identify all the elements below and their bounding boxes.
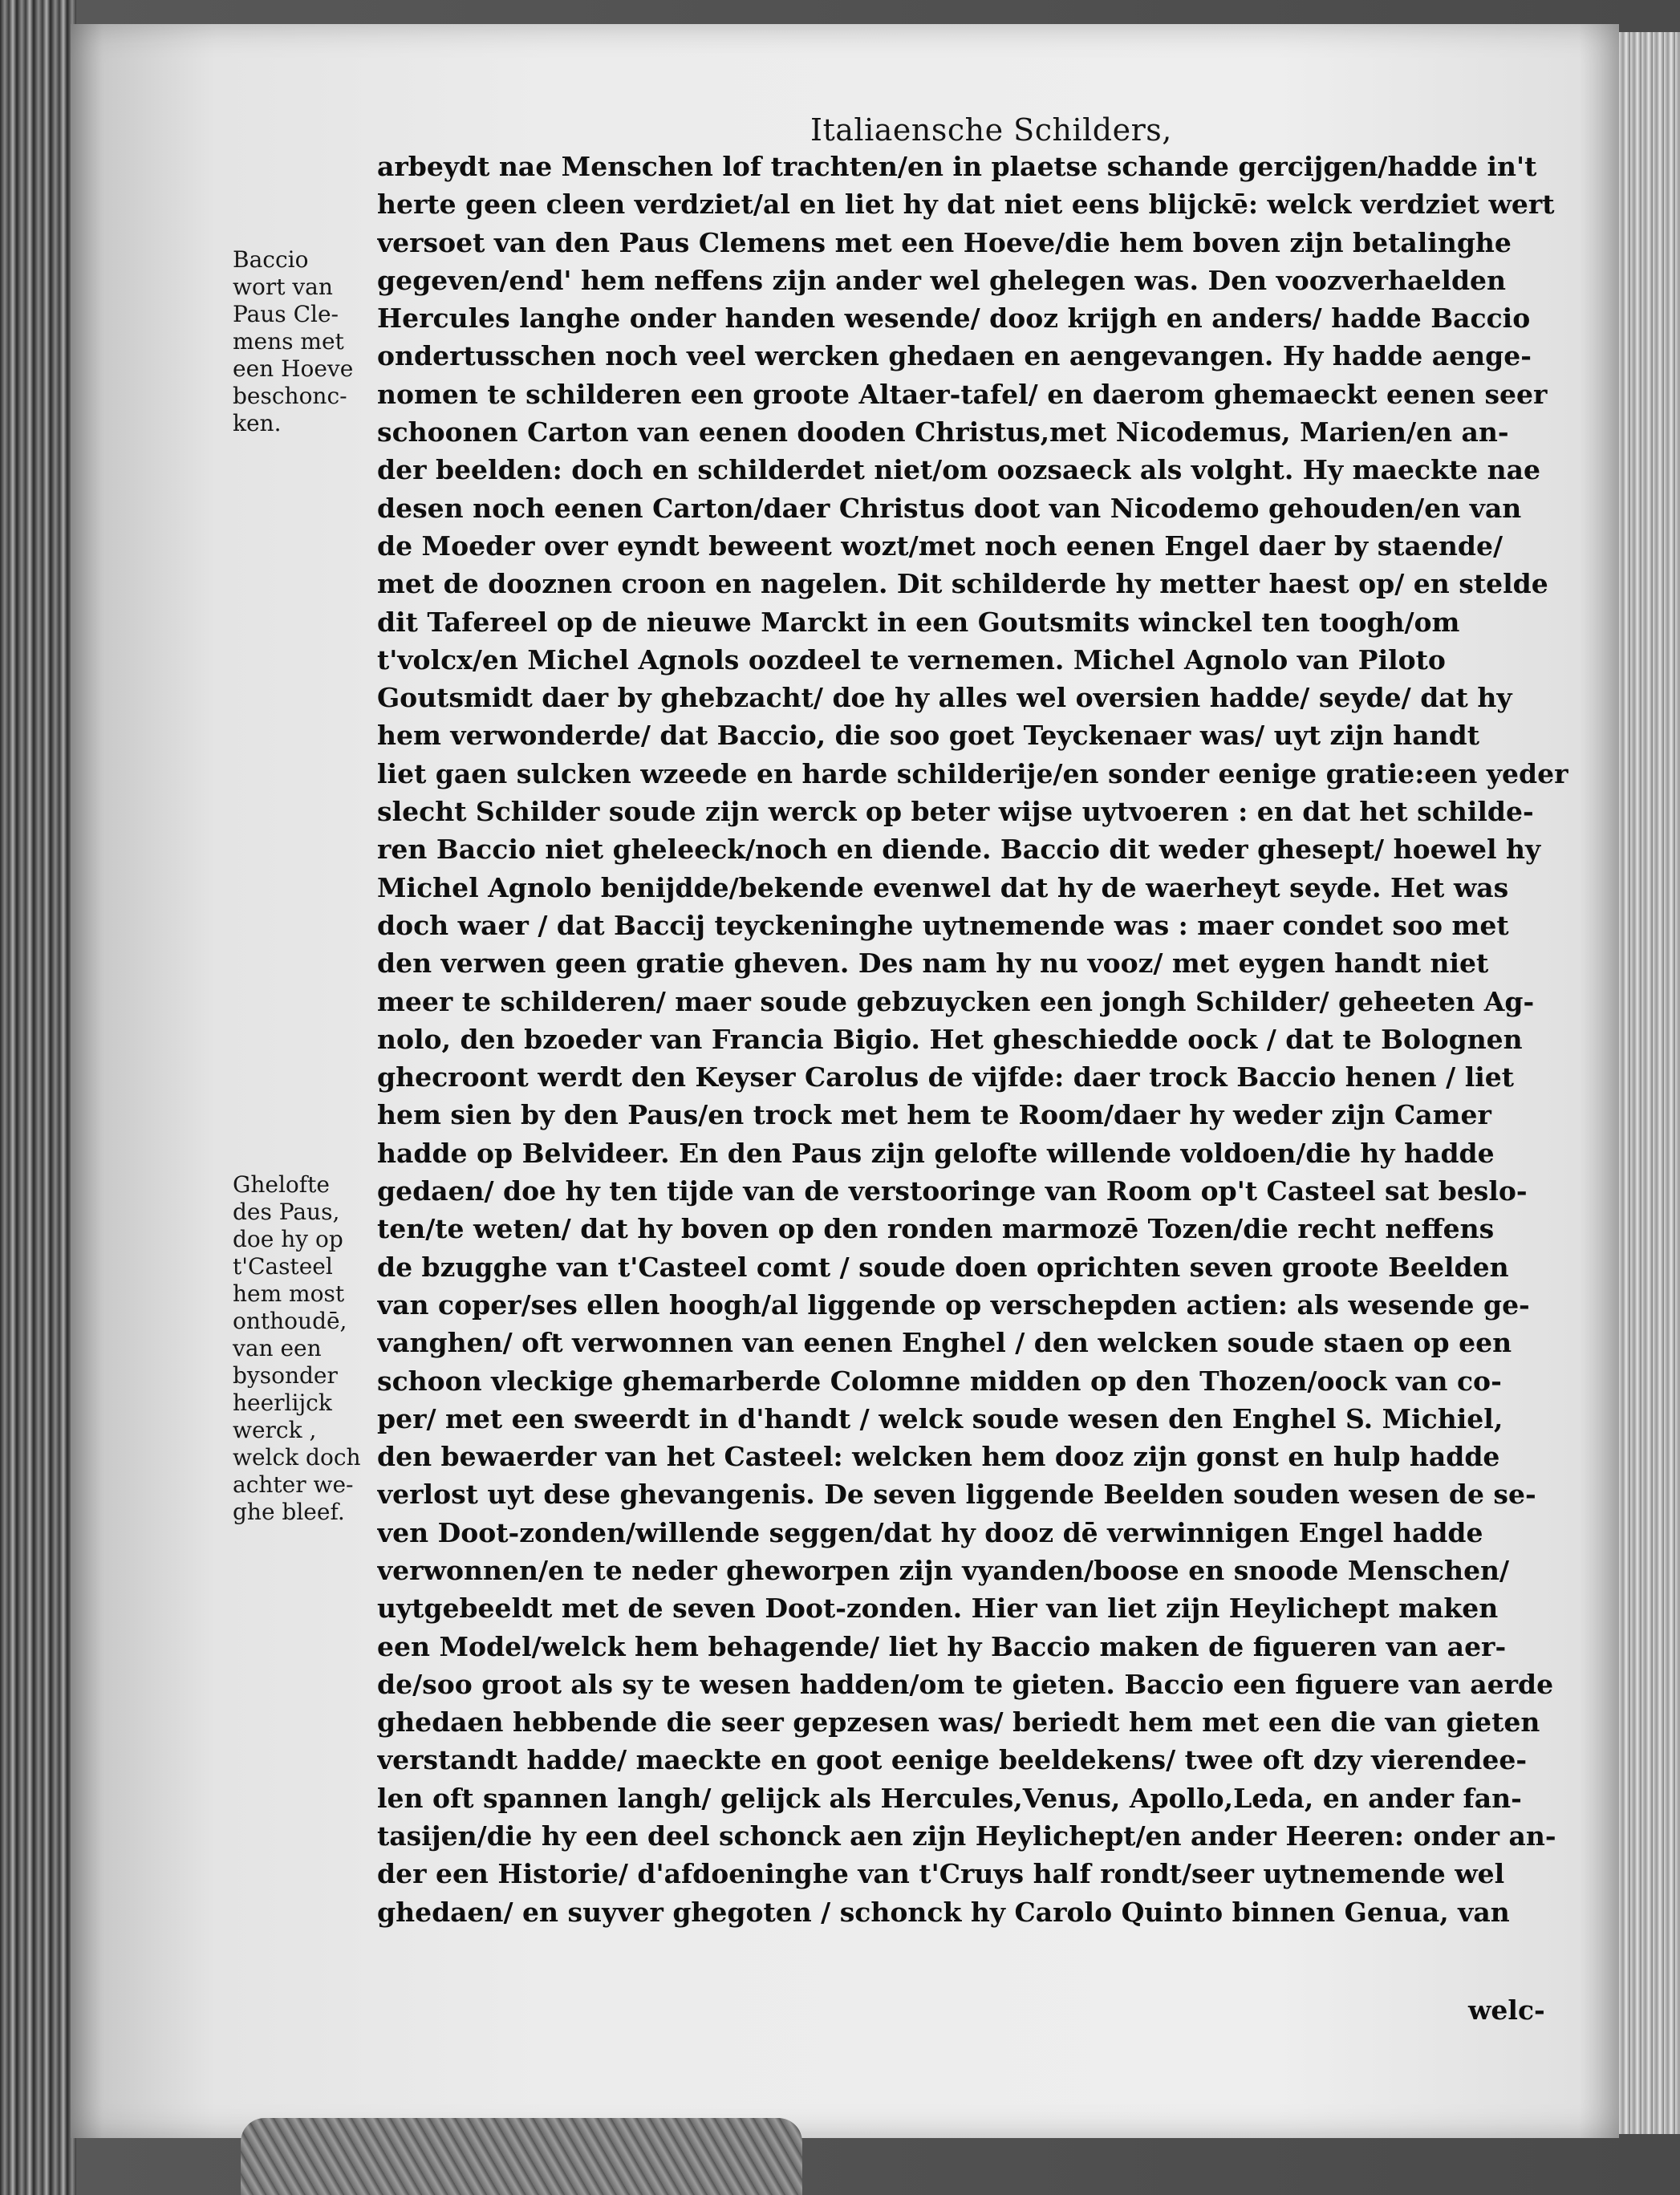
margin-note-line: bysonder bbox=[233, 1362, 338, 1389]
book-binding bbox=[0, 0, 76, 2195]
margin-note-line: Ghelofte bbox=[233, 1171, 330, 1198]
margin-note-line: Baccio bbox=[233, 246, 309, 273]
body-text-line: len oft spannen langh/ gelijck als Hercules,Venus, Apollo,Leda, en ander fan- bbox=[377, 1782, 1522, 1814]
body-text-line: meer te schilderen/ maer soude gebzuycken een jongh Schilder/ geheeten Ag- bbox=[377, 985, 1535, 1017]
body-text-line: nolo, den bzoeder van Francia Bigio. Het gheschiedde oock / dat te Bolognen bbox=[377, 1023, 1523, 1055]
body-text-line: ondertusschen noch veel wercken ghedaen en aengevangen. Hy hadde aenge- bbox=[377, 340, 1532, 372]
body-text-line: de bzugghe van t'Casteel comt / soude doen oprichten seven groote Beelden bbox=[377, 1251, 1509, 1283]
margin-note-line: werck , bbox=[233, 1417, 317, 1443]
body-text-line: gedaen/ doe hy ten tijde van de verstooringe van Room op't Casteel sat beslo- bbox=[377, 1175, 1528, 1207]
body-text-line: Michel Agnolo benijdde/bekende evenwel dat hy de waerheyt seyde. Het was bbox=[377, 871, 1509, 903]
body-text-line: dit Tafereel op de nieuwe Marckt in een Goutsmits winckel ten toogh/om bbox=[377, 606, 1460, 638]
body-text-line: ghedaen hebbende die seer gepzesen was/ beriedt hem met een die van gieten bbox=[377, 1706, 1540, 1739]
body-text-line: herte geen cleen verdziet/al en liet hy dat niet eens blijckē: welck verdziet wert bbox=[377, 189, 1555, 221]
body-text-line: arbeydt nae Menschen lof trachten/en in plaetse schande gercijgen/hadde in't bbox=[377, 151, 1537, 182]
margin-note-line: t'Casteel bbox=[233, 1253, 333, 1280]
body-text-line: Goutsmidt daer by ghebzacht/ doe hy alles wel oversien hadde/ seyde/ dat hy bbox=[377, 682, 1512, 714]
body-text-line: schoonen Carton van eenen dooden Christus,met Nicodemus, Marien/en an- bbox=[377, 416, 1509, 448]
margin-note-line: ghe bleef. bbox=[233, 1499, 345, 1525]
body-text-line: hem verwonderde/ dat Baccio, die soo goet Teyckenaer was/ uyt zijn handt bbox=[377, 720, 1479, 752]
body-text-line: ghecroont werdt den Keyser Carolus de vijfde: daer trock Baccio henen / liet bbox=[377, 1061, 1515, 1093]
margin-note-line: Paus Cle- bbox=[233, 301, 339, 327]
body-text-line: ten/te weten/ dat hy boven op den ronden marmozē Tozen/die recht neffens bbox=[377, 1213, 1495, 1245]
body-text-line: met de dooznen croon en nagelen. Dit schilderde hy metter haest op/ en stelde bbox=[377, 568, 1548, 600]
margin-note-line: van een bbox=[233, 1335, 322, 1361]
body-text-line: de Moeder over eyndt beweent wozt/met noch eenen Engel daer by staende/ bbox=[377, 529, 1503, 562]
body-text-line: liet gaen sulcken wzeede en harde schilderije/en sonder eenige gratie:een yeder bbox=[377, 757, 1568, 789]
running-head: Italiaensche Schilders, bbox=[810, 112, 1172, 148]
body-text-line: ghedaen/ en suyver ghegoten / schonck hy Carolo Quinto binnen Genua, van bbox=[377, 1896, 1510, 1928]
margin-note-line: beschonc- bbox=[233, 383, 347, 409]
body-text-line: nomen te schilderen een groote Altaer-tafel/ en daerom ghemaeckt eenen seer bbox=[377, 378, 1548, 410]
margin-note-line: ken. bbox=[233, 410, 282, 436]
body-text-line: hadde op Belvideer. En den Paus zijn gelofte willende voldoen/die hy hadde bbox=[377, 1137, 1495, 1169]
body-text-line: doch waer / dat Baccij teyckeninghe uytnemende was : maer condet soo met bbox=[377, 909, 1509, 941]
body-text-line: vanghen/ oft verwonnen van eenen Enghel / den welcken soude staen op een bbox=[377, 1327, 1512, 1359]
margin-note-line: heerlijck bbox=[233, 1390, 332, 1416]
body-text-line: slecht Schilder soude zijn werck op beter wijse uytvoeren : en dat het schilde- bbox=[377, 796, 1534, 828]
body-text-line: verstandt hadde/ maeckte en goot eenige beeldekens/ twee oft dzy vierendee- bbox=[377, 1744, 1528, 1776]
body-text-line: uytgebeeldt met de seven Doot-zonden. Hier van liet zijn Heylichept maken bbox=[377, 1592, 1499, 1625]
body-text-line: van coper/ses ellen hoogh/al liggende op verschepden actien: als wesende ge- bbox=[377, 1288, 1530, 1321]
body-text-line: verwonnen/en te neder gheworpen zijn vyanden/boose en snoode Menschen/ bbox=[377, 1554, 1510, 1586]
margin-note-line: wort van bbox=[233, 274, 333, 300]
body-text-line: de/soo groot als sy te wesen hadden/om te gieten. Baccio een figuere van aerde bbox=[377, 1668, 1554, 1700]
margin-note-ghelofte bbox=[233, 1171, 377, 1526]
margin-note-line: mens met bbox=[233, 328, 344, 355]
body-text-line: per/ met een sweerdt in d'handt / welck soude wesen den Enghel S. Michiel, bbox=[377, 1402, 1503, 1434]
margin-note-line: welck doch bbox=[233, 1444, 361, 1471]
body-text-line: ren Baccio niet gheleeck/noch en diende. Baccio dit weder ghesept/ hoewel hy bbox=[377, 834, 1541, 866]
cloth-bookmark bbox=[241, 2118, 802, 2195]
margin-note-line: des Paus, bbox=[233, 1199, 340, 1225]
body-text-line: ven Doot-zonden/willende seggen/dat hy dooz dē verwinnigen Engel hadde bbox=[377, 1516, 1483, 1548]
body-text-line: versoet van den Paus Clemens met een Hoeve/die hem boven zijn betalinghe bbox=[377, 226, 1512, 258]
margin-note-hoeve bbox=[233, 246, 377, 437]
body-text-line: een Model/welck hem behagende/ liet hy Baccio maken de figueren van aer- bbox=[377, 1630, 1507, 1662]
margin-note-line: achter we- bbox=[233, 1471, 354, 1498]
body-text-line: gegeven/end' hem neffens zijn ander wel ghelegen was. Den voozverhaelden bbox=[377, 264, 1507, 296]
body-text-line: hem sien by den Paus/en trock met hem te Room/daer hy weder zijn Camer bbox=[377, 1099, 1491, 1131]
body-text-line: der beelden: doch en schilderdet niet/om oozsaeck als volght. Hy maeckte nae bbox=[377, 454, 1541, 486]
margin-note-line: hem most bbox=[233, 1280, 345, 1307]
body-text-line: tasijen/die hy een deel schonck aen zijn Heylichept/en ander Heeren: onder an- bbox=[377, 1820, 1556, 1852]
body-text-line: den bewaerder van het Casteel: welcken hem dooz zijn gonst en hulp hadde bbox=[377, 1441, 1500, 1473]
margin-note-line: onthoudē, bbox=[233, 1308, 347, 1334]
body-text-line: Hercules langhe onder handen wesende/ dooz krijgh en anders/ hadde Baccio bbox=[377, 302, 1531, 335]
body-text-line: schoon vleckige ghemarberde Colomne midden op den Thozen/oock van co- bbox=[377, 1365, 1502, 1397]
margin-note-line: een Hoeve bbox=[233, 355, 354, 382]
body-text-line: t'volcx/en Michel Agnols oozdeel te vernemen. Michel Agnolo van Piloto bbox=[377, 643, 1446, 676]
margin-note-line: doe hy op bbox=[233, 1226, 343, 1252]
body-text-line: der een Historie/ d'afdoeninghe van t'Cruys half rondt/seer uytnemende wel bbox=[377, 1858, 1505, 1890]
page-edges bbox=[1619, 32, 1680, 2134]
body-text-line: verlost uyt dese ghevangenis. De seven liggende Beelden souden wesen de se- bbox=[377, 1479, 1536, 1511]
body-text-line: den verwen geen gratie gheven. Des nam hy nu vooz/ met eygen handt niet bbox=[377, 947, 1489, 980]
catchword: welc- bbox=[1468, 1994, 1545, 2026]
body-text-line: desen noch eenen Carton/daer Christus doot van Nicodemo gehouden/en van bbox=[377, 492, 1522, 524]
body-text-block bbox=[377, 148, 1572, 1931]
